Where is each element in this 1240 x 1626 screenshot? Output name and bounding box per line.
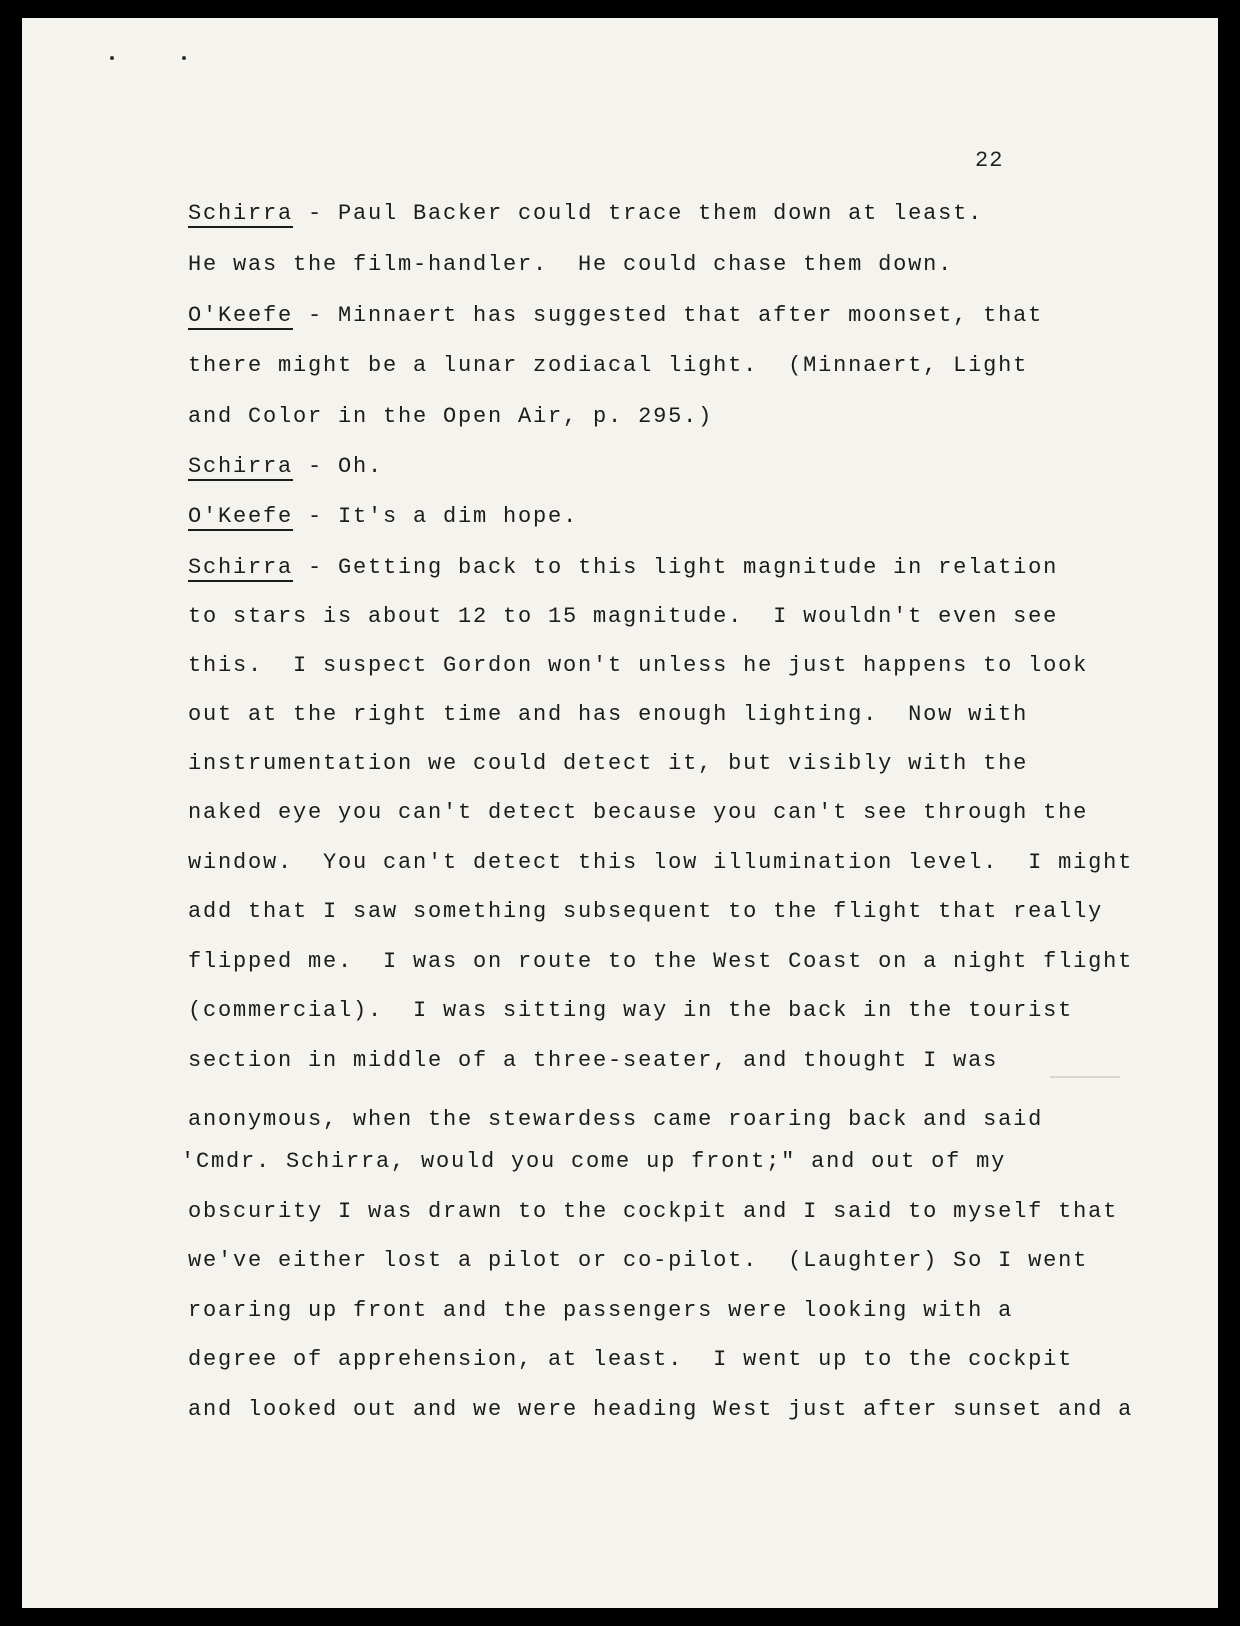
speaker-name: Schirra [188,555,294,580]
line-text: instrumentation we could detect it, but visibly with the [188,751,1029,776]
speaker-name: Schirra [188,201,294,226]
transcript-line [188,1198,1118,1226]
transcript-line [188,503,578,531]
transcript-line [188,1297,1013,1325]
transcript-line [188,997,1073,1025]
line-text: and Color in the Open Air, p. 295.) [188,404,714,429]
line-text: Oh. [338,454,384,479]
page-number: 22 [975,148,1004,173]
speaker-name: Schirra [188,454,294,479]
line-text: Getting back to this light magnitude in relation [338,555,1059,580]
line-text: this. I suspect Gordon won't unless he just happens to look [188,653,1089,678]
line-text: Minnaert has suggested that after moonset, that [338,303,1044,328]
line-text: It's a dim hope. [338,504,579,529]
transcript-line [188,652,1088,680]
transcript-line [188,898,1103,926]
transcript-line [188,849,1133,877]
transcript-line [188,251,953,279]
line-text: (commercial). I was sitting way in the back in the tourist [188,998,1074,1023]
line-text: naked eye you can't detect because you can't see through the [188,800,1089,825]
line-text: Paul Backer could trace them down at least. [338,201,984,226]
transcript-line [188,554,1058,582]
punch-mark-dot [182,56,186,60]
transcript-line [188,453,383,481]
transcript-line [188,1047,998,1075]
line-text: we've either lost a pilot or co-pilot. (Laughter) So I went [188,1248,1089,1273]
transcript-line [188,200,983,228]
line-text: roaring up front and the passengers were looking with a [188,1298,1014,1323]
line-text: obscurity I was drawn to the cockpit and I said to myself that [188,1199,1119,1224]
speaker-name: O'Keefe [188,303,294,328]
line-text: section in middle of a three-seater, and thought I was [188,1048,999,1073]
line-text: to stars is about 12 to 15 magnitude. I wouldn't even see [188,604,1059,629]
line-text: He was the film-handler. He could chase them down. [188,252,954,277]
transcript-line [188,1396,1133,1424]
speaker-separator: - [293,303,339,328]
speaker-separator: - [293,201,339,226]
speaker-separator: - [293,555,339,580]
speaker-name: O'Keefe [188,504,294,529]
line-text: flipped me. I was on route to the West Coast on a night flight [188,949,1134,974]
line-text: and looked out and we were heading West just after sunset and a [188,1397,1134,1422]
speaker-separator: - [293,504,339,529]
transcript-line [188,352,1028,380]
line-text: anonymous, when the stewardess came roaring back and said [188,1107,1044,1132]
transcript-line [188,1106,1043,1134]
line-text: 'Cmdr. Schirra, would you come up front;" and out of my [181,1149,1007,1174]
line-text: window. You can't detect this low illumination level. I might [188,850,1134,875]
transcript-line [188,701,1028,729]
transcript-line [188,948,1133,976]
transcript-line [188,403,713,431]
transcript-line [188,603,1058,631]
punch-mark-dot [110,56,114,60]
line-text: there might be a lunar zodiacal light. (Minnaert, Light [188,353,1029,378]
scan-smudge [1050,1076,1120,1078]
transcript-line [188,1346,1073,1374]
speaker-separator: - [293,454,339,479]
transcript-line [188,1247,1088,1275]
transcript-line [188,302,1043,330]
transcript-line [188,799,1088,827]
line-text: degree of apprehension, at least. I went up to the cockpit [188,1347,1074,1372]
line-text: out at the right time and has enough lighting. Now with [188,702,1029,727]
line-text: add that I saw something subsequent to the flight that really [188,899,1104,924]
transcript-line [188,750,1028,778]
transcript-line [181,1148,1006,1176]
